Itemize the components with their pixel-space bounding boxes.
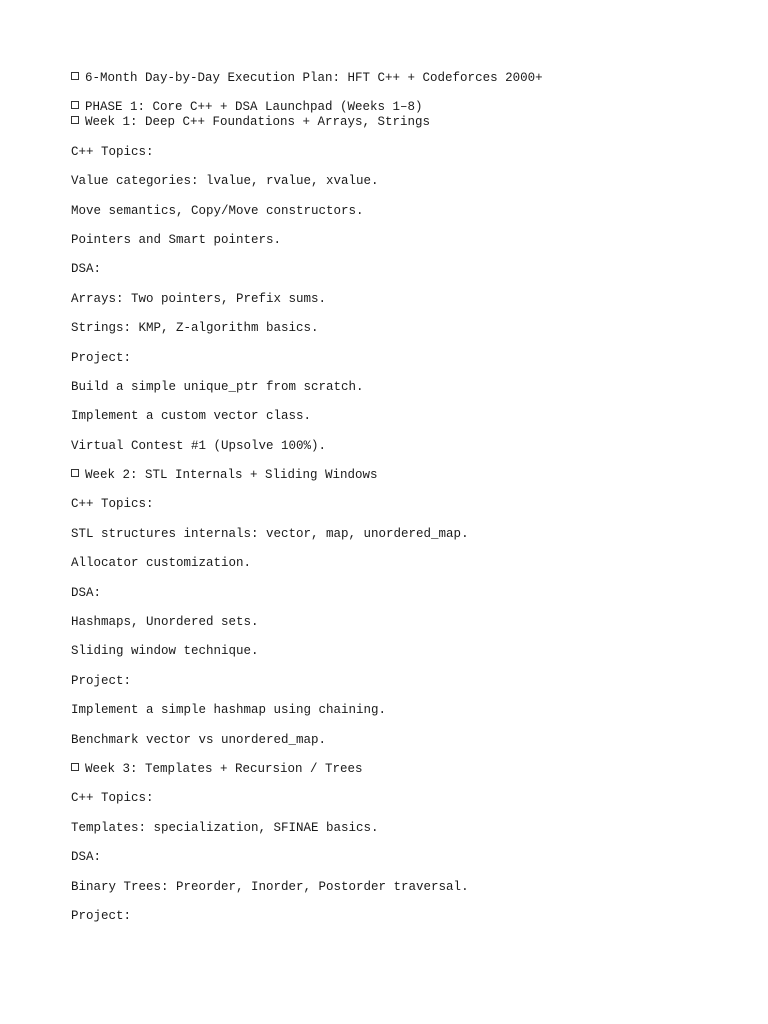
week2-dsa-item: Sliding window technique. [71,644,259,659]
document-body [71,71,731,924]
week2-cpp-label: C++ Topics: [71,497,154,512]
week3-heading: Week 3: Templates + Recursion / Trees [85,761,363,776]
week2-dsa-item: Hashmaps, Unordered sets. [71,615,259,630]
week2-cpp-item: Allocator customization. [71,556,252,571]
week3-cpp-item: Templates: specialization, SFINAE basics. [71,820,379,835]
phase-heading: PHASE 1: Core C++ + DSA Launchpad (Weeks 1–8) [85,100,423,115]
week3-dsa-item: Binary Trees: Preorder, Inorder, Postorder traversal. [71,879,469,894]
week1-cpp-item: Value categories: lvalue, rvalue, xvalue. [71,174,379,189]
doc-title-line [71,71,731,86]
week1-cpp-item: Pointers and Smart pointers. [71,232,282,247]
week1-project-label: Project: [71,350,132,365]
week2-project-item: Benchmark vector vs unordered_map. [71,732,327,747]
week1-project-item: Implement a custom vector class. [71,409,312,424]
week3-heading-line [71,762,731,777]
box-bullet-icon [71,101,79,109]
week2-project-label: Project: [71,673,132,688]
week2-heading-line [71,468,731,483]
week1-dsa-item: Arrays: Two pointers, Prefix sums. [71,291,327,306]
week1-heading-line [71,115,731,130]
doc-title: 6-Month Day-by-Day Execution Plan: HFT C++ + Codeforces 2000+ [85,71,543,85]
phase-heading-line [71,100,731,115]
week3-cpp-label: C++ Topics: [71,791,154,806]
week3-project-label: Project: [71,908,132,923]
week1-project-item: Virtual Contest #1 (Upsolve 100%). [71,438,327,453]
week1-project-item: Build a simple unique_ptr from scratch. [71,379,364,394]
box-bullet-icon [71,116,79,124]
week2-project-item: Implement a simple hashmap using chaining. [71,703,387,718]
week2-heading: Week 2: STL Internals + Sliding Windows [85,468,378,483]
week1-cpp-label: C++ Topics: [71,144,154,159]
box-bullet-icon [71,469,79,477]
week1-cpp-item: Move semantics, Copy/Move constructors. [71,203,364,218]
box-bullet-icon [71,763,79,771]
week3-dsa-label: DSA: [71,850,102,865]
week2-cpp-item: STL structures internals: vector, map, unordered_map. [71,526,469,541]
week1-dsa-item: Strings: KMP, Z-algorithm basics. [71,321,319,336]
box-bullet-icon [71,72,79,80]
week1-heading: Week 1: Deep C++ Foundations + Arrays, Strings [85,115,431,130]
week2-dsa-label: DSA: [71,585,102,600]
week1-dsa-label: DSA: [71,262,102,277]
